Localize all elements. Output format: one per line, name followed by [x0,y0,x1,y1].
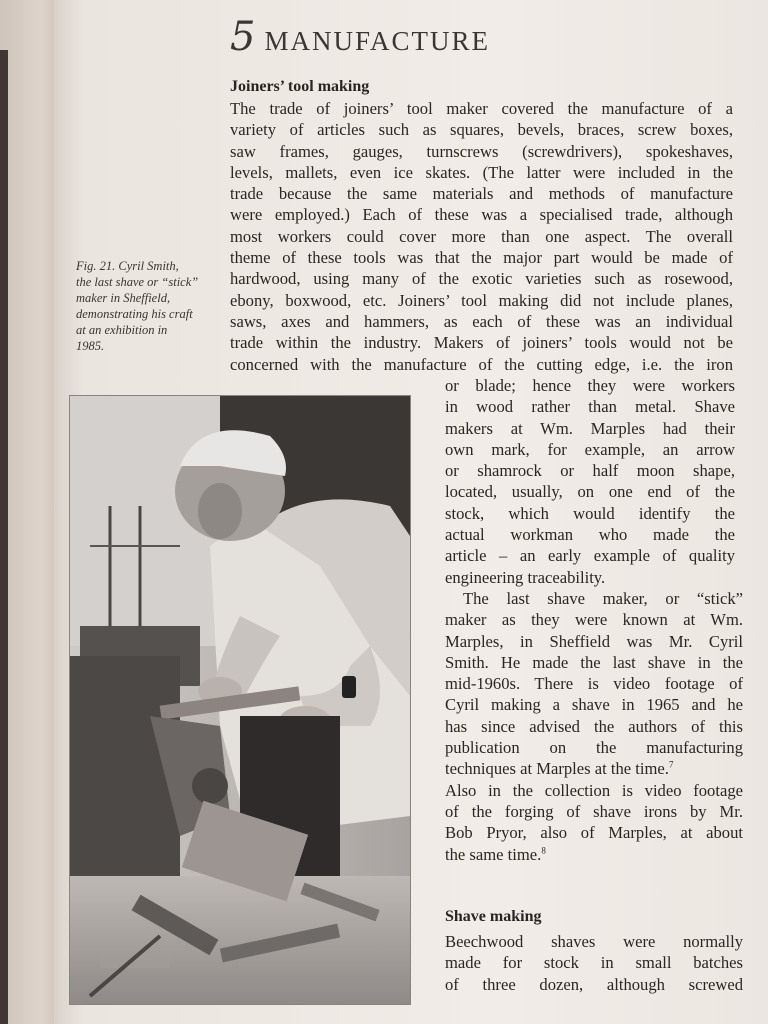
text-line [445,844,743,865]
text-line: engineering traceability. [445,567,606,587]
text-line [445,758,743,779]
text-line: Marples, in Sheffield was Mr. Cyril [445,631,743,651]
text-line: saws, axes and hammers, as each of these was an individual [230,311,733,331]
text-line: most workers could cover more than one aspect. The overall [230,226,733,246]
workshop-photograph [70,396,410,1004]
text-line: hardwood, using many of the exotic varieties such as rosewood, [230,269,733,289]
chapter-heading [230,14,490,60]
text-line-content: techniques at Marples at the time. [445,759,669,779]
text-line: located, usually, on one end of the [445,482,735,502]
text-line: publication on the manufacturing [445,738,743,758]
caption-line: at an exhibition in [76,323,168,337]
caption-line: the last shave or “stick” [76,275,199,289]
text-line: own mark, for example, an arrow [445,439,735,459]
text-line: concerned with the manufacture of the cutting edge, i.e. the iron [230,354,733,374]
section-heading-joiners: Joiners’ tool making [230,78,370,95]
text-line: of three dozen, although screwed [445,974,743,994]
text-line: maker as they were known at Wm. [445,610,743,630]
text-line: variety of articles such as squares, bevels, braces, screw boxes, [230,120,733,140]
text-line: makers at Wm. Marples had their [445,418,735,438]
text-line: ebony, boxwood, etc. Joiners’ tool making did not include planes, [230,290,733,310]
text-line: stock, which would identify the [445,503,735,523]
text-line: saw frames, gauges, turnscrews (screwdrivers), spokeshaves, [230,141,733,161]
text-line: The trade of joiners’ tool maker covered the manufacture of a [230,99,733,118]
footnote-marker: 7 [668,759,674,770]
text-line: of the forging of shave irons by Mr. [445,801,743,821]
text-line: mid-1960s. There is video footage of [445,674,743,694]
text-line: trade within the industry. Makers of joiners’ tools would not be [230,333,733,353]
text-line: Beechwood shaves were normally [445,932,743,951]
text-line: Smith. He made the last shave in the [445,652,743,672]
photo-illustration [70,396,410,1004]
text-line: article – an early example of quality [445,546,735,566]
text-line: actual workman who made the [445,525,735,545]
text-line: or blade; hence they were workers [445,376,735,395]
book-spine-shadow [0,50,8,1024]
paragraph-shave-making [445,931,743,995]
figure-caption [76,258,208,354]
caption-line: 1985. [76,339,105,353]
paragraph-last-shave-maker [445,588,743,865]
paragraph-shave-marks [445,375,735,588]
text-line: made for stock in small batches [445,953,743,973]
text-line: has since advised the authors of this [445,716,743,736]
chapter-number: 5 [230,14,257,60]
caption-line: demonstrating his craft [76,307,193,321]
caption-line: maker in Sheffield, [76,291,171,305]
text-line-content: the same time. [445,844,542,864]
book-page [54,0,768,1024]
text-line: The last shave maker, or “stick” [463,589,743,608]
text-line: Also in the collection is video footage [445,780,743,800]
text-line: levels, mallets, even ice skates. (The latter were included in the [230,162,733,182]
chapter-title: MANUFACTURE [264,26,490,56]
text-line: trade because the same materials and methods of manufacture [230,184,733,204]
text-line: or shamrock or half moon shape, [445,461,735,481]
text-line: were employed.) Each of these was a specialised trade, although [230,205,733,225]
section-heading-shave-making: Shave making [445,908,542,925]
footnote-marker: 8 [541,845,546,856]
caption-line: Fig. 21. Cyril Smith, [76,259,179,273]
text-line: Bob Pryor, also of Marples, at about [445,823,743,843]
text-line: in wood rather than metal. Shave [445,397,735,417]
text-line: Cyril making a shave in 1965 and he [445,695,743,715]
text-line: theme of these tools was that the major part would be made of [230,248,733,268]
paragraph-joiners-intro [230,98,733,375]
